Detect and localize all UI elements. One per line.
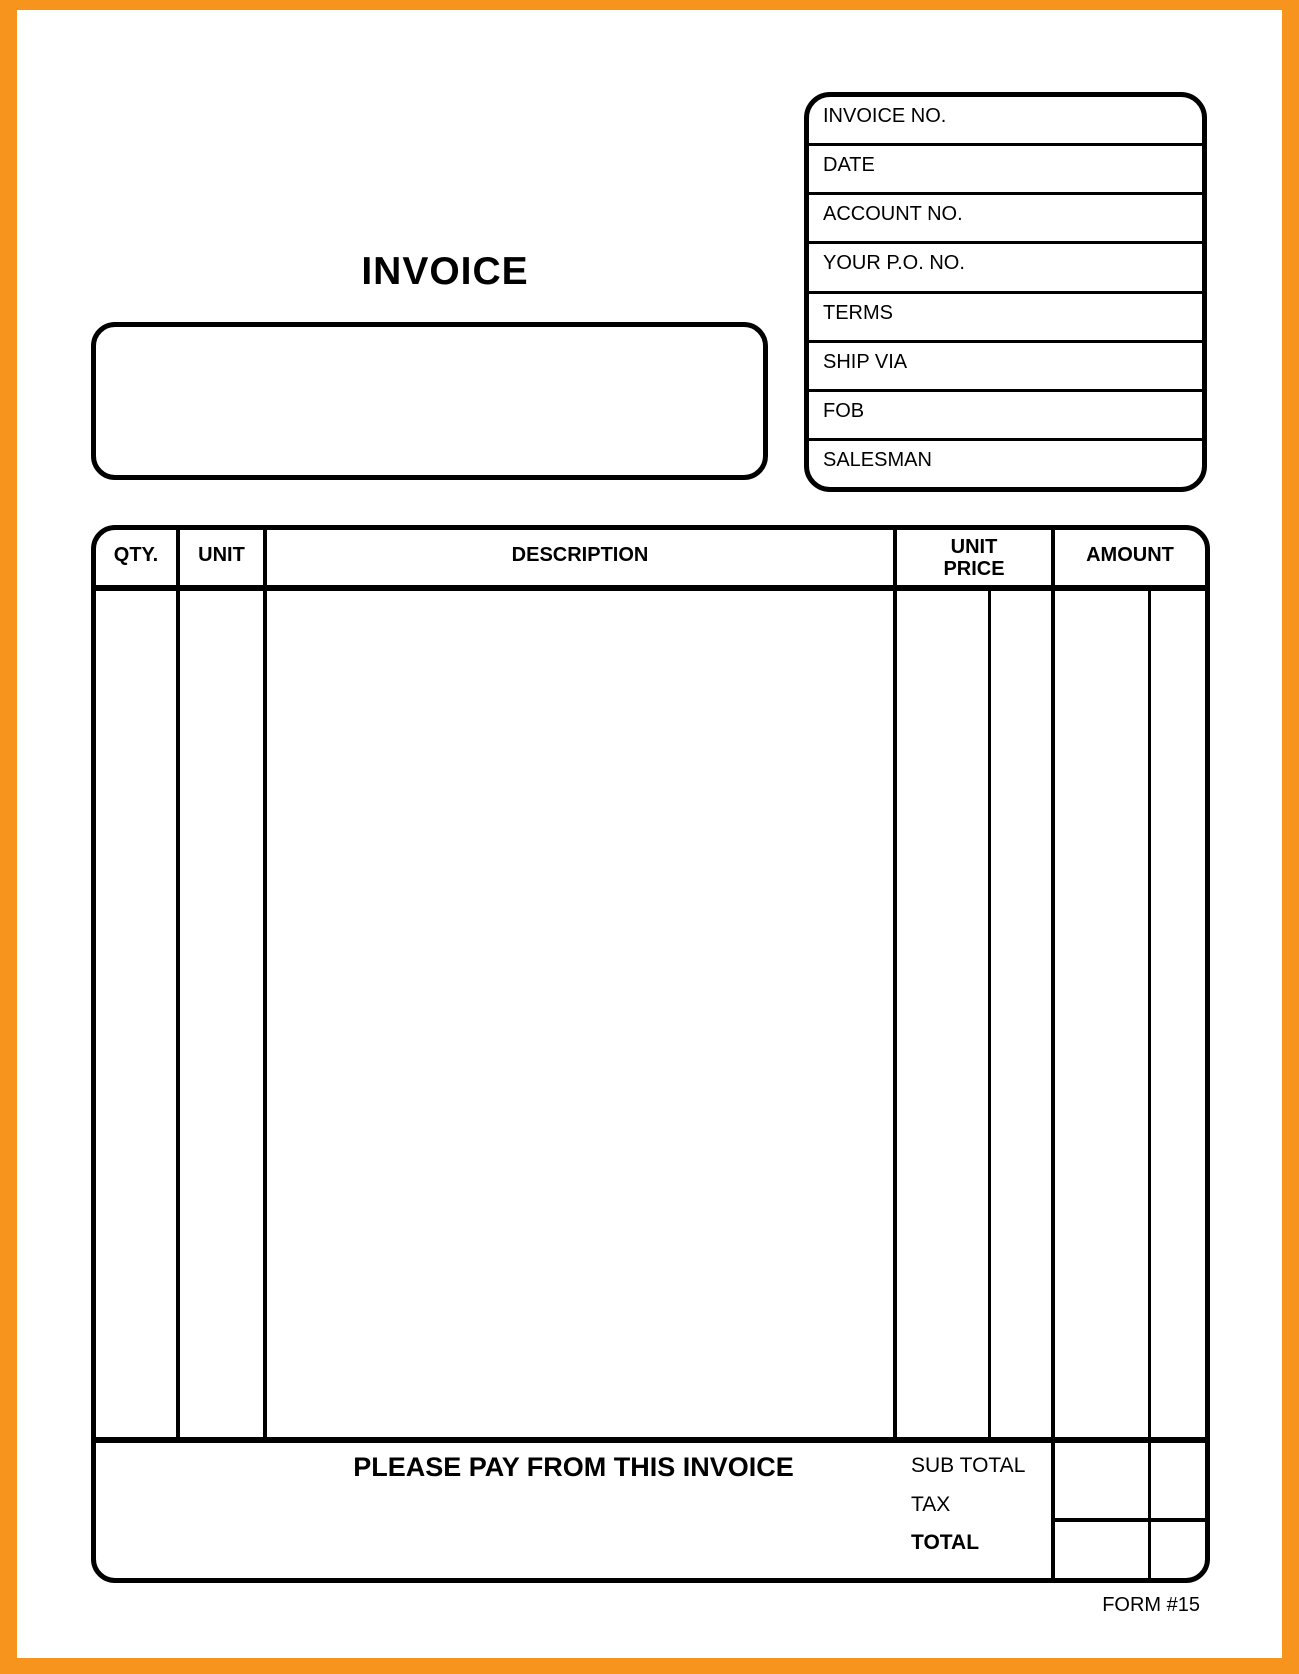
form-number: FORM #15: [1102, 1594, 1200, 1616]
unitprice-amount-divider: [1051, 530, 1055, 1578]
field-row-account-no[interactable]: [809, 195, 1202, 244]
date-label: DATE: [823, 154, 875, 177]
customer-address-box[interactable]: [91, 322, 768, 480]
line-items-table: [91, 525, 1210, 1583]
field-row-invoice-no[interactable]: [809, 97, 1202, 146]
invoice-no-label: INVOICE NO.: [823, 105, 947, 127]
description-unitprice-divider: [893, 530, 897, 1443]
page-title: INVOICE: [361, 250, 529, 293]
subtotal-tax-amount-box[interactable]: [1051, 1443, 1205, 1518]
tax-total-separator: [1051, 1518, 1205, 1522]
account-no-label: ACCOUNT NO.: [823, 203, 963, 226]
field-row-terms[interactable]: [809, 294, 1202, 343]
subtotal-label: SUB TOTAL: [911, 1454, 1026, 1477]
tax-label: TAX: [911, 1493, 951, 1516]
qty-unit-divider: [176, 530, 180, 1443]
fob-label: FOB: [823, 399, 865, 422]
field-row-salesman[interactable]: [809, 441, 1202, 487]
amount-cents-divider: [1148, 585, 1151, 1578]
column-header-unit: UNIT: [198, 544, 245, 566]
field-row-date[interactable]: [809, 146, 1202, 195]
column-header-unit-price: UNIT PRICE: [943, 536, 1005, 580]
ship-via-label: SHIP VIA: [823, 350, 908, 373]
column-header-qty: QTY.: [113, 544, 159, 566]
unitprice-cents-divider: [988, 585, 991, 1443]
po-no-label: YOUR P.O. NO.: [823, 252, 965, 275]
items-footer-separator: [96, 1437, 1205, 1443]
total-label: TOTAL: [911, 1531, 980, 1554]
header-row-underline: [96, 585, 1205, 591]
invoice-details-box: [804, 92, 1207, 492]
total-amount-box[interactable]: [1051, 1522, 1205, 1578]
salesman-label: SALESMAN: [823, 448, 932, 471]
pay-message: PLEASE PAY FROM THIS INVOICE: [353, 1452, 794, 1482]
terms-label: TERMS: [823, 301, 893, 324]
field-row-po-no[interactable]: [809, 244, 1202, 293]
column-header-description: DESCRIPTION: [511, 544, 649, 566]
field-row-fob[interactable]: [809, 392, 1202, 441]
unit-description-divider: [263, 530, 267, 1443]
field-row-ship-via[interactable]: [809, 343, 1202, 392]
column-header-amount: AMOUNT: [1086, 544, 1174, 566]
